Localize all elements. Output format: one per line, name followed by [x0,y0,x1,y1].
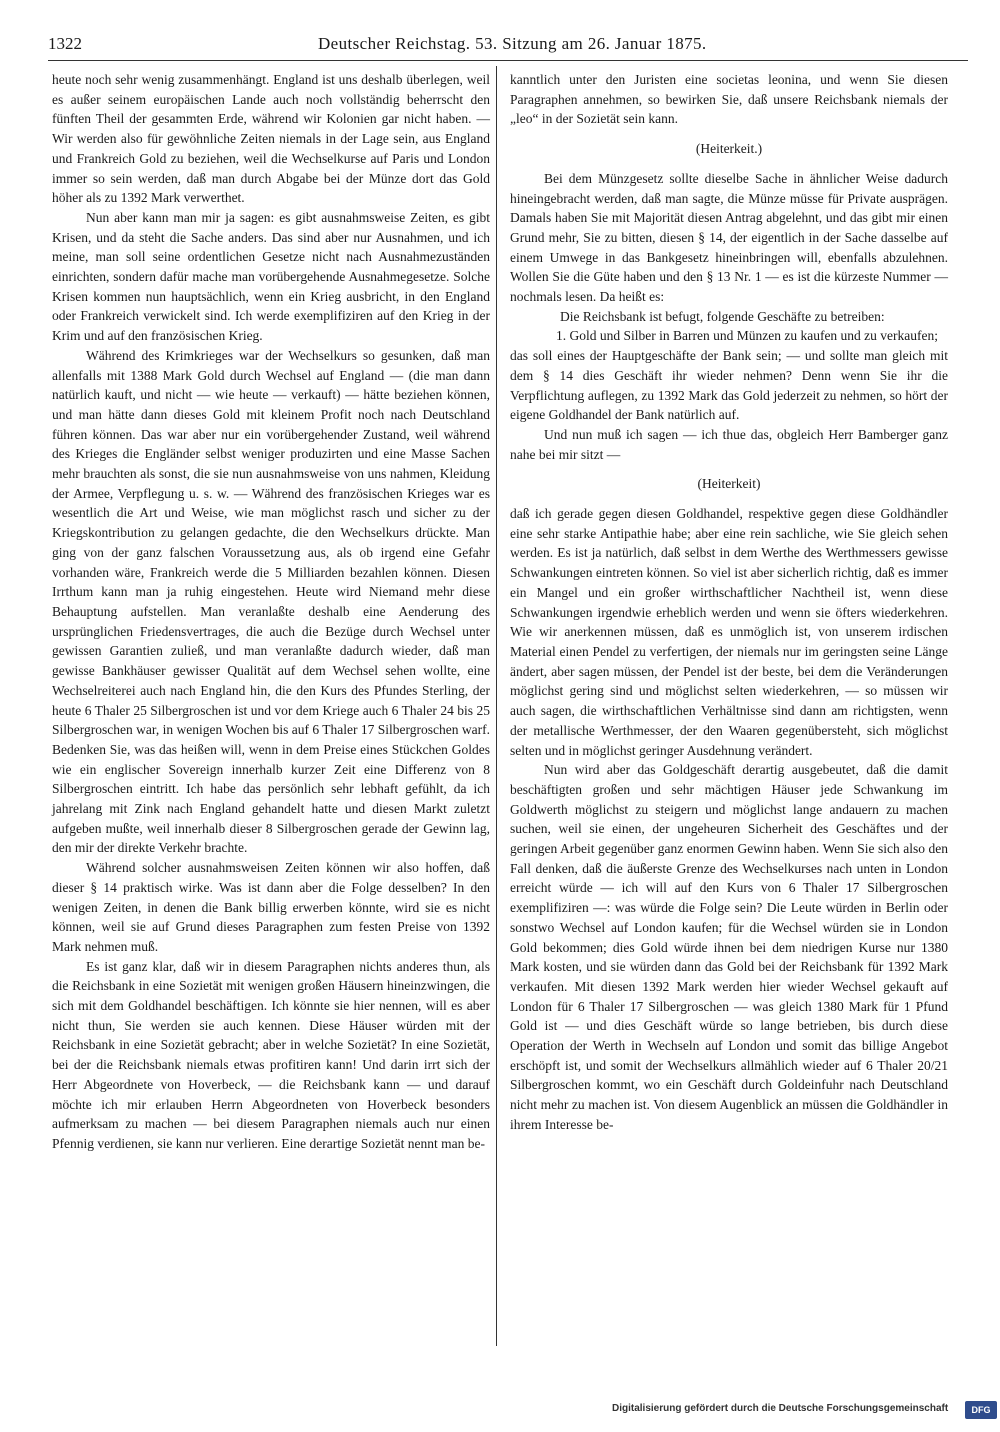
paragraph: heute noch sehr wenig zusammenhängt. England ist uns deshalb überlegen, weil es außer seinem europäischen Lande auch noch vollständig beherrscht den fünften Theil der gesammten Erde, während wir Kolonien gar nicht haben. — Wir werden also für gewöhnliche Zeiten niemals in der Lage sein, aus England und Frankreich Gold zu beziehen, weil die Wechselkurse auf Paris und London immer so sein werden, daß man durch Abgabe bei der Münze dort das Gold höher als zu 1392 Mark verwerthet. [52,72,490,206]
column-divider [496,66,497,1346]
page-number: 1322 [48,34,82,53]
dfg-logo-icon: DFG [965,1401,997,1419]
paragraph: Nun aber kann man mir ja sagen: es gibt ausnahmsweise Zeiten, es gibt Krisen, und da steht die Sache anders. Das sind aber nur Ausnahmen, und ich meine, man soll seine ordentlichen Gesetze nicht nach Ausnahmezuständen einrichten, sondern dafür mache man vorübergehende Ausnahmegesetze. Solche Krisen kommen nun hauptsächlich, wenn ein Krieg ausbricht, in den England oder Frankreich verwickelt sind. Ich werde exemplifiziren auf den Krieg in der Krim und auf den französischen Krieg. [52,209,490,344]
paragraph: Und nun muß ich sagen — ich thue das, obgleich Herr Bamberger ganz nahe bei mir sitzt — [510,426,948,462]
interjection: (Heiterkeit) [697,476,761,492]
paragraph: kanntlich unter den Juristen eine societas leonina, und wenn Sie diesen Paragraphen annehmen, so bewirken Sie, daß unsere Reichsbank niemals der „leo“ in der Sozietät sein kann. [510,72,948,127]
paragraph: Nun wird aber das Goldgeschäft derartig ausgebeutet, daß die damit beschäftigten großen und sehr mächtigen Häuser jede Schwankung im Goldwerth möglichst zu steigern und möglichst lange andauern zu machen suchen, weil sie einen, der ungeheuren Sicherheit des Geschäftes und der geringen Arbeit gegenüber ganz enormen Gewinn haben. Wenn Sie sich also den Fall denken, daß die äußerste Grenze des Wechselkurses nach unten in London erreicht würde — ich will auf den Kurs von 6 Thaler 17 Silbergroschen exemplifiziren —: was würde die Folge sein? Die Leute würden in Berlin oder sonstwo Wechsel auf London kaufen; für die Wechsel würden sie in London Gold bekommen; dies Gold würde ihnen bei dem niedrigen Kurse nur 1380 Mark kosten, und sie würden dann das Gold bei der Reichsbank für 1392 Mark verkaufen. Mit diesen 1392 Mark werden hier wieder Wechsel gekauft auf London für 6 Thaler 17 Silbergroschen — was gleich 1380 Mark für 1 Pfund Gold ist — und dies Geschäft würde so lange betrieben, bis durch diese Operation der Werth in Wechseln auf London und somit das billige Angebot erschöpft ist, und somit der Wechselkurs allmählich wieder auf 6 Thaler 20/21 Silbergroschen kommt, wo ein Geschäft durch Goldeinfuhr nach Deutschland nicht mehr zu machen ist. Von diesem Augenblick an müssen die Goldhändler in ihrem Interesse be- [510,762,948,1132]
credit-text: Digitalisierung gefördert durch die Deutsche Forschungsgemeinschaft [612,1403,949,1414]
quoted-text: Die Reichsbank ist befugt, folgende Geschäfte zu betreiben: [560,308,885,324]
paragraph: daß ich gerade gegen diesen Goldhandel, respektive gegen diese Goldhändler eine sehr starke Antipathie habe; aber eine rein sachliche, wie Sie gleich sehen werden. Es ist ja natürlich, daß selbst in dem Werthe des Werthmessers gewisse Schwankungen eintreten können. So viel ist aber sicherlich richtig, daß es immer ein Mangel und ein großer wirthschaftlicher Nachtheil ist, wenn diese Schwankungen irgendwie erheblich werden und wenn sie öfters wiederkehren. Wie wir anerkennen müssen, daß es unmöglich ist, von unserem irdischen Material einen Pendel zu verfertigen, der niemals nur im geringsten seine Länge ändert, aber sagen müssen, der Pendel ist der beste, bei dem die Veränderungen möglichst gering sind und möglichst selten wiederkehren, — so müssen wir auch sagen, die wirthschaftlichen Verhältnisse sind dann am richtigsten, wenn der metallische Werthmesser, der den Waaren gegenübersteht, sich möglichst selten und in möglichst geringer Ausdehnung verändert. [510,506,948,758]
paragraph: Während solcher ausnahmsweisen Zeiten können wir also hoffen, daß dieser § 14 praktisch wirke. Was ist dann aber die Folge desselben? In den wenigen Zeiten, in denen die Bank billig erwerben könnte, wird sie es nicht können, weil sie auf Grund dieses Paragraphen zum festen Preise von 1392 Mark nehmen muß. [52,860,490,954]
page-header [48,32,968,56]
header-rule [48,60,968,61]
running-title: Deutscher Reichstag. 53. Sitzung am 26. Januar 1875. [318,34,707,53]
digitization-credit [612,1403,991,1419]
paragraph: Bei dem Münzgesetz sollte dieselbe Sache in ähnlicher Weise dadurch hineingebracht werden, daß man sagte, die Münze müsse für Private ausprägen. Damals haben Sie mit Majorität diesen Antrag abgelehnt, und das gibt mir einen Grund mehr, Sie zu bitten, diesen § 14, der eigentlich in der Sache dasselbe auf einem Umwege in das Bankgesetz hineinbringen will, ebenfalls abzulehnen. Wollen Sie die Güte haben und den § 13 Nr. 1 — es ist die kürzeste Nummer — nochmals lesen. Da heißt es: [510,170,948,305]
right-column [510,70,948,1135]
paragraph: Es ist ganz klar, daß wir in diesem Paragraphen nichts anderes thun, als die Reichsbank in eine Sozietät mit wenigen großen Häusern hineinzwingen, die sich mit dem Goldhandel beschäftigen. Ich könnte sie hier nennen, will es aber nicht thun, Sie werden sie auch kennen. Diese Häuser würden mit der Reichsbank in eine Sozietät gebracht; aber in welche Sozietät? In eine Sozietät, bei der die Reichsbank niemals etwas profitiren kann! Und darin irrt sich der Herr Abgeordnete von Hoverbeck, — die Reichsbank kann — und darauf möchte ich mir erlauben Herrn Abgeordneten von Hoverbeck besonders aufmerksam zu machen — bei diesem Paragraphen niemals auch nur einen Pfennig verdienen, sie kann nur verlieren. Eine derartige Sozietät nennt man be- [52,958,490,1151]
paragraph: Während des Krimkrieges war der Wechselkurs so gesunken, daß man allenfalls mit 1388 Mark Gold durch Wechsel auf England — (die man dann natürlich kauft, und nicht — wie heute — verkauft) — hätte beziehen können, und man hätte dann dieses Gold mit kleinem Profit noch nach Deutschland führen können. Das war aber nur ein vorübergehender Zustand, weil während des Krieges die Engländer selbst weniger produzirten und eine Masse Sachen mehr brauchten als sonst, die sie nun ausnahmsweise von uns nahmen, Kleidung der Armee, Verpflegung u. s. w. — Während des französischen Krieges war es wesentlich die Art und Weise, wie man möglichst rasch und sicher zu der Kriegskontribution zu gelangen gedachte, die den Wechselkurs drückte. Man ging von der ganz falschen Voraussetzung aus, als ob irgend eine Gefahr vorhanden wäre, Frankreich werde die 5 Milliarden bezahlen können. Diesen Irrthum kann man ja ruhig eingestehen. Heute wird Niemand mehr diese Behauptung aufstellen. Man veranlaßte deshalb eine Aenderung des ursprünglichen Friedensvertrages, die auch die Bezüge durch Wechsel unter gewissen Garantien zuließ, und man veranlaßte dadurch wieder, daß man gewisse Bankhäuser gewisser Qualität auf dem Wechsel sehen wollte, eine Wechselreiterei auch nach England hin, die den Kurs des Pfundes Sterling, der heute 6 Thaler 25 Silbergroschen ist und vor dem Kriege auch 6 Thaler 24 bis 25 Silbergroschen war, in wenigen Wochen bis auf 6 Thaler 17 Silbergroschen warf. Bedenken Sie, was das heißen will, wenn in dem Preise eines Stückchen Goldes wie ein englischer Sovereign innerhalb kurzer Zeit eine Differenz von 8 Silbergroschen eintritt. Ich habe das persönlich sehr lebhaft gefühlt, da ich jahrelang mit Zink nach England gehandelt hatte und diesen Markt zuletzt aufgeben mußte, weil innerhalb dieser 8 Silbergroschen gerade der Gewinn lag, den mir der direkte Verkehr brachte. [52,347,490,856]
paragraph: das soll eines der Hauptgeschäfte der Bank sein; — und sollte man gleich mit dem § 14 dies Geschäft ihr wieder nehmen? Denn wenn Sie ihr die Verpflichtung auflegen, zu 1392 Mark das Gold jederzeit zu nehmen, so hört der eigene Goldhandel der Bank natürlich auf. [510,348,948,423]
interjection: (Heiterkeit.) [695,141,763,157]
quoted-list-item: 1. Gold und Silber in Barren und Münzen zu kaufen und zu verkaufen; [556,328,939,344]
left-column [52,70,490,1154]
